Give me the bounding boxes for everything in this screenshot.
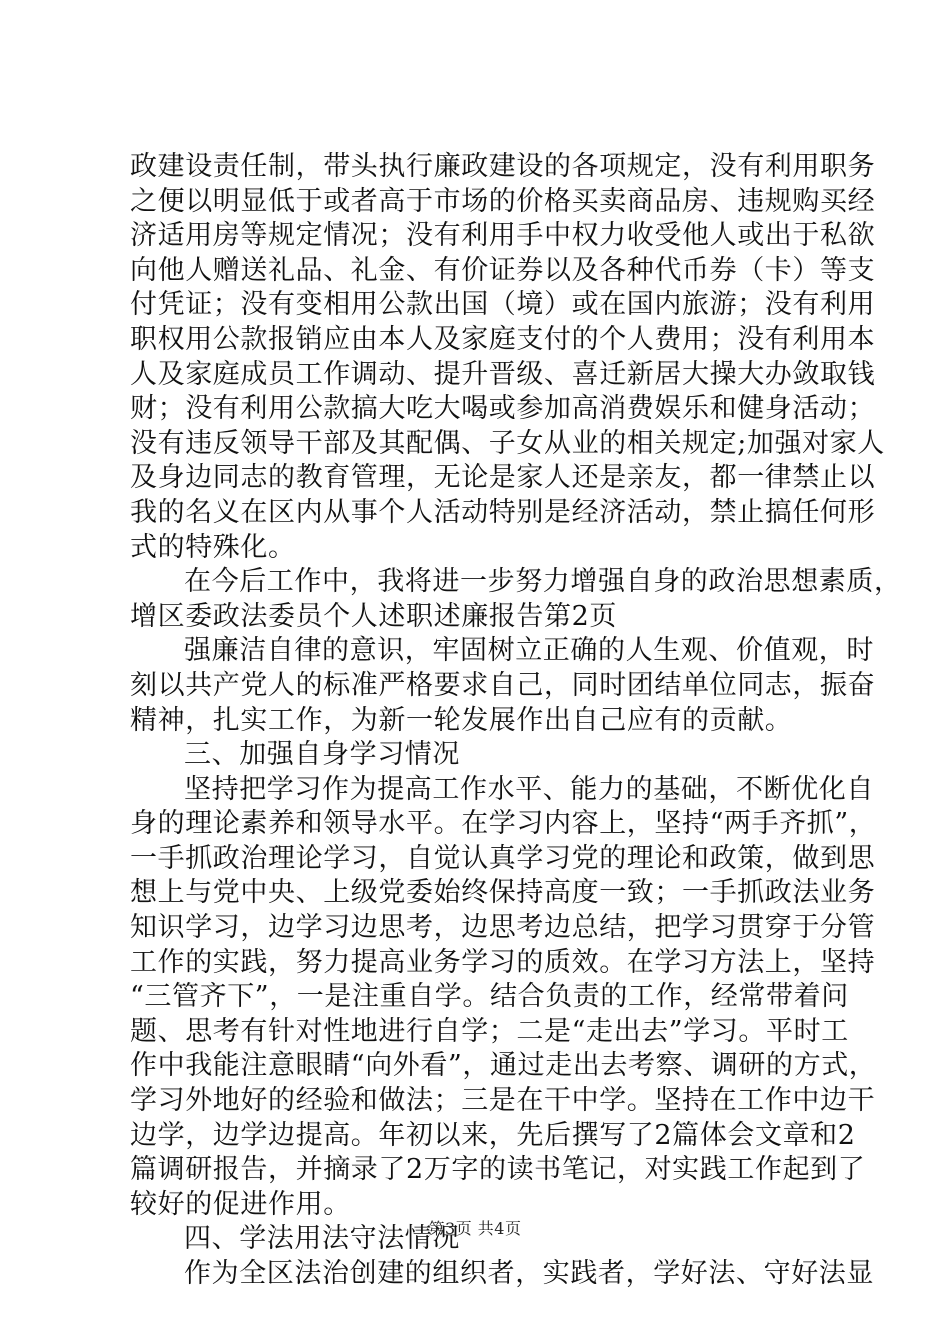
paragraph-start: 坚持把学习作为提高工作水平、能力的基础，不断优化自 (184, 773, 874, 805)
text-line: 想上与党中央、上级党委始终保持高度一致；一手抓政法业务 (130, 877, 876, 909)
text-line: 及身边同志的教育管理，无论是家人还是亲友，都一律禁止以 (130, 462, 876, 494)
paragraph-start: 作为全区法治创建的组织者，实践者，学好法、守好法显 (184, 1258, 874, 1289)
text-line: 财；没有利用公款搞大吃大喝或参加高消费娱乐和健身活动； (130, 393, 876, 425)
text-line: 工作的实践，努力提高业务学习的质效。在学习方法上，坚持 (130, 946, 876, 978)
text-line: 身的理论素养和领导水平。在学习内容上，坚持“两手齐抓”， (130, 808, 877, 840)
text-line: 较好的促进作用。 (130, 1188, 351, 1220)
page-number-footer: 第3页 共4页 (428, 1219, 522, 1238)
text-line: 式的特殊化。 (130, 531, 296, 563)
text-line: 题、思考有针对性地进行自学；二是“走出去”学习。平时工 (130, 1015, 849, 1047)
text-line: 一手抓政治理论学习，自觉认真学习党的理论和政策，做到思 (130, 842, 876, 874)
text-line: 付凭证；没有变相用公款出国（境）或在国内旅游；没有利用 (130, 289, 876, 321)
text-line: 作中我能注意眼睛“向外看”，通过走出去考察、调研的方式， (130, 1050, 877, 1082)
text-line: 知识学习，边学习边思考，边思考边总结，把学习贯穿于分管 (130, 912, 876, 944)
text-line: 精神，扎实工作，为新一轮发展作出自己应有的贡献。 (130, 704, 793, 736)
section-heading-study: 三、加强自身学习情况 (184, 739, 460, 771)
text-line: 学习外地好的经验和做法；三是在干中学。坚持在工作中边干 (130, 1085, 876, 1117)
text-line: “三管齐下”，一是注重自学。结合负责的工作，经常带着问 (130, 981, 849, 1013)
text-line: 政建设责任制，带头执行廉政建设的各项规定，没有利用职务 (130, 151, 876, 182)
text-line: 向他人赠送礼品、礼金、有价证券以及各种代币券（卡）等支 (130, 254, 876, 286)
text-line: 刻以共产党人的标准严格要求自己，同时团结单位同志，振奋 (130, 669, 876, 701)
section-heading-law: 四、学法用法守法情况 (184, 1223, 460, 1255)
text-line: 增区委政法委员个人述职述廉报告第2页 (130, 600, 617, 632)
text-line: 边学，边学边提高。年初以来，先后撰写了2篇体会文章和2 (130, 1119, 856, 1151)
text-line: 职权用公款报销应由本人及家庭支付的个人费用；没有利用本 (130, 323, 876, 355)
text-line: 之便以明显低于或者高于市场的价格买卖商品房、违规购买经 (130, 185, 876, 217)
paragraph-start: 强廉洁自律的意识，牢固树立正确的人生观、价值观，时 (184, 635, 874, 667)
text-line: 人及家庭成员工作调动、提升晋级、喜迁新居大操大办敛取钱 (130, 358, 876, 390)
text-line: 没有违反领导干部及其配偶、子女从业的相关规定;加强对家人 (130, 427, 885, 459)
text-line: 济适用房等规定情况；没有利用手中权力收受他人或出于私欲 (130, 220, 876, 252)
text-line: 篇调研报告，并摘录了2万字的读书笔记，对实践工作起到了 (130, 1154, 866, 1186)
paragraph-start: 在今后工作中，我将进一步努力增强自身的政治思想素质， (184, 566, 902, 598)
text-line: 我的名义在区内从事个人活动特别是经济活动，禁止搞任何形 (130, 496, 876, 528)
document-body (130, 150, 902, 1292)
